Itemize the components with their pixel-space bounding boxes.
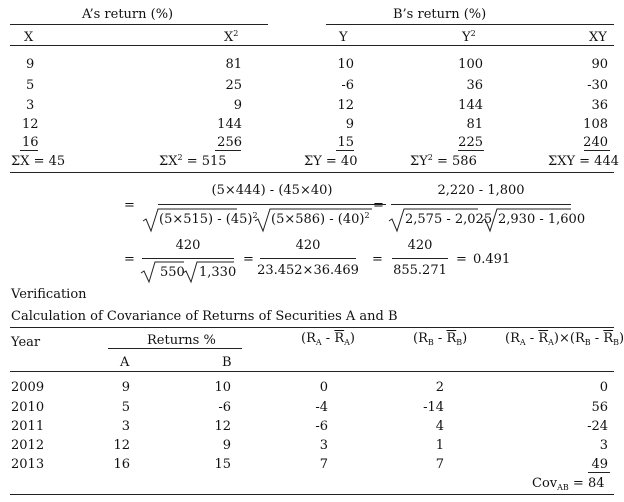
header-y: Y — [339, 30, 348, 45]
header-x2: $X^2$ — [224, 29, 239, 45]
cell-year: 2009 — [11, 380, 45, 395]
rule-returns-group — [108, 348, 242, 349]
cell-dev-a: -4 — [315, 400, 328, 415]
cell-x2: 9 — [233, 98, 242, 113]
cell-b: -6 — [218, 400, 231, 415]
header-x: X — [24, 30, 34, 45]
sum-rule-x — [20, 150, 38, 151]
covariance-total: Cov$_{AB}$ = 84 — [532, 476, 605, 492]
sum-rule-product — [588, 472, 610, 473]
cell-dev-b: -14 — [423, 400, 444, 415]
cell-xy: 108 — [583, 117, 608, 132]
cell-dev-b: 4 — [435, 419, 444, 434]
denominator-4: 23.452×36.469 — [257, 263, 359, 278]
rule-b-group — [326, 24, 614, 25]
fraction-bar-1 — [158, 204, 386, 205]
cell-b: 9 — [222, 438, 231, 453]
fraction-bar-4 — [260, 258, 356, 259]
total-x2: $\Sigma X^2 = 515$ — [159, 153, 227, 169]
denominator-2a: 2,575 - 2,025 — [405, 212, 493, 227]
cell-x2: 81 — [225, 57, 242, 72]
total-xy: ΣXY = 444 — [548, 154, 619, 169]
equals-sign: = — [456, 252, 467, 267]
denominator-1b: $(5\times 586) - (40)^2$ — [271, 211, 370, 227]
cell-product: 49 — [591, 457, 608, 472]
cell-product: -24 — [587, 419, 608, 434]
rule-table1-bottom — [10, 172, 614, 173]
numerator-2: 2,220 - 1,800 — [437, 183, 525, 198]
cell-y: 9 — [345, 117, 354, 132]
denominator-1a: $(5\times 515) - (45)^2$ — [159, 211, 258, 227]
total-y2: $\Sigma Y^2 = 586$ — [410, 153, 477, 169]
total-y: ΣY = 40 — [304, 154, 358, 169]
cell-y2: 36 — [466, 78, 483, 93]
cell-x: 12 — [22, 117, 39, 132]
cell-dev-b: 1 — [435, 438, 444, 453]
cell-year: 2012 — [11, 438, 45, 453]
sum-rule-y — [336, 150, 354, 151]
header-dev-a: $(R_A - \overline{R}_A)$ — [301, 331, 355, 347]
cell-y: 15 — [337, 135, 354, 150]
sum-rule-xy — [584, 150, 610, 151]
cell-a: 9 — [121, 380, 130, 395]
fraction-bar-5 — [392, 258, 448, 259]
equals-sign: = — [243, 252, 254, 267]
cell-dev-a: 0 — [319, 380, 328, 395]
cell-x: 3 — [26, 98, 35, 113]
cell-xy: -30 — [587, 78, 608, 93]
cell-b: 10 — [214, 380, 231, 395]
cell-x: 5 — [26, 78, 35, 93]
cell-x2: 256 — [217, 135, 242, 150]
header-dev-b: $(R_B - \overline{R}_B)$ — [413, 331, 468, 347]
cell-x: 9 — [26, 57, 35, 72]
cell-product: 56 — [591, 400, 608, 415]
denominator-3b: 1,330 — [199, 265, 237, 280]
cell-xy: 90 — [591, 57, 608, 72]
cell-year: 2013 — [11, 457, 45, 472]
cell-y: -6 — [341, 78, 354, 93]
cell-product: 3 — [599, 438, 608, 453]
cell-x2: 25 — [225, 78, 242, 93]
header-a: A — [120, 355, 130, 370]
correlation-result: 0.491 — [473, 252, 511, 267]
fraction-bar-2 — [391, 204, 571, 205]
cell-dev-a: 7 — [319, 457, 328, 472]
header-y2: $Y^2$ — [462, 29, 476, 45]
cell-dev-a: -6 — [315, 419, 328, 434]
cell-a: 3 — [121, 419, 130, 434]
cell-y2: 225 — [458, 135, 483, 150]
sum-rule-x2 — [215, 150, 241, 151]
cell-dev-b: 2 — [435, 380, 444, 395]
header-product: $(R_A - \overline{R}_A)\times(R_B - \overline{R}_B)$ — [505, 331, 624, 347]
cell-product: 0 — [599, 380, 608, 395]
cell-x: 16 — [22, 135, 39, 150]
cell-y2: 81 — [466, 117, 483, 132]
denominator-2b: 2,930 - 1,600 — [498, 212, 586, 227]
header-b: B — [222, 355, 232, 370]
cell-a: 5 — [121, 400, 130, 415]
group-header-a: A’s return (%) — [82, 7, 174, 22]
cell-y: 10 — [337, 57, 354, 72]
cell-xy: 240 — [583, 135, 608, 150]
denominator-3a: 550 — [160, 265, 185, 280]
header-returns: Returns % — [147, 333, 216, 348]
numerator-1: (5×444) - (45×40) — [211, 183, 333, 198]
rule-table2-top — [10, 327, 614, 328]
equals-sign: = — [124, 252, 135, 267]
equals-sign: = — [373, 198, 384, 213]
rule-header-bottom — [10, 45, 614, 46]
equals-sign: = — [372, 252, 383, 267]
rule-table2-bottom — [10, 494, 614, 495]
cell-a: 12 — [113, 438, 130, 453]
numerator-3: 420 — [175, 238, 201, 253]
sum-rule-y2 — [458, 150, 484, 151]
verification-heading: Verification — [11, 287, 87, 302]
total-x: ΣX = 45 — [11, 154, 66, 169]
cell-year: 2011 — [11, 419, 45, 434]
cell-b: 15 — [214, 457, 231, 472]
group-header-b: B’s return (%) — [393, 7, 487, 22]
cell-y2: 100 — [458, 57, 483, 72]
equals-sign: = — [124, 198, 135, 213]
cell-x2: 144 — [217, 117, 242, 132]
denominator-5: 855.271 — [393, 263, 447, 278]
cell-b: 12 — [214, 419, 231, 434]
header-xy: XY — [589, 30, 607, 45]
numerator-4: 420 — [295, 238, 321, 253]
header-year: Year — [11, 335, 41, 350]
cell-y: 12 — [337, 98, 354, 113]
rule-a-group — [10, 24, 268, 25]
cell-a: 16 — [113, 457, 130, 472]
numerator-5: 420 — [407, 238, 433, 253]
rule-table2-header-bottom — [10, 371, 614, 372]
cell-dev-b: 7 — [435, 457, 444, 472]
cell-xy: 36 — [591, 98, 608, 113]
fraction-bar-3 — [142, 258, 234, 259]
verification-subheading: Calculation of Covariance of Returns of Securities A and B — [11, 309, 398, 324]
cell-year: 2010 — [11, 400, 45, 415]
cell-dev-a: 3 — [319, 438, 328, 453]
cell-y2: 144 — [458, 98, 483, 113]
